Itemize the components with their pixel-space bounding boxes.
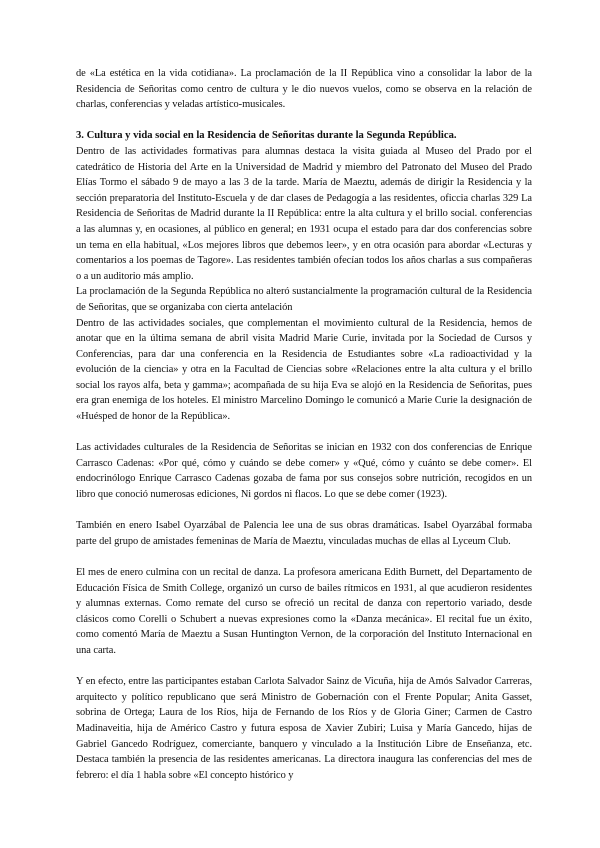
paragraph-gap: [76, 659, 532, 675]
paragraph-gap: [76, 549, 532, 565]
paragraph-oyarzabal: También en enero Isabel Oyarzábal de Palencia lee una de sus obras dramáticas. Isabel Oyarzábal formaba parte del grupo de amistades femeninas de María de Maeztu, vinculadas muchas de ellas al Lyceum Club.: [76, 520, 532, 547]
section-heading: 3. Cultura y vida social en la Residencia de Señoritas durante la Segunda República.: [76, 130, 457, 142]
paragraph-carrasco: Las actividades culturales de la Residencia de Señoritas se inician en 1932 con dos conferencias de Enrique Carrasco Cadenas: «Por qué, cómo y cuándo se debe comer» y «Qué, cómo y cuánto se debe comer». El endocrinólogo Enrique Carrasco Cadenas gozaba de fama por sus consejos sobre nutrición, recogidos en un libro que conoció numerosas ediciones, Ni gordos ni flacos. Lo que se debe comer (1923).: [76, 442, 532, 501]
paragraph-gap: [76, 425, 532, 441]
paragraph-museo-prado: Dentro de las actividades formativas para alumnas destaca la visita guiada al Museo del Prado por el catedrático de Historia del Arte en la Universidad de Madrid y miembro del Patronato del Museo del Prado Elías Tormo el sábado 9 de mayo a las 3 de la tarde. María de Maeztu, además de dirigir la Residencia y la sección preparatoria del Instituto-Escuela y de dar clases de Pedagogía a las residentes, oficcia charlas 329 La Residencia de Señoritas de Madrid durante la II República: entre la alta cultura y el brillo social. conferencias a las alumnas y, en ocasiones, al público en general; en 1931 ocupa el estado para dar dos conferencias sobre un tema en ella habitual, «Los mejores libros que debemos leer», y en otra ocasión para abordar «Lecturas y comentarios a los poemas de Tagore». Las residentes también ofecían todos los años charlas a sus compañeras o a un auditorio más amplio.: [76, 145, 532, 282]
paragraph-participantes: Y en efecto, entre las participantes estaban Carlota Salvador Sainz de Vicuña, hija de Amós Salvador Carreras, arquitecto y político republicano que será Ministro de Gobernación con el Frente Popular; Anita Gasset, sobrina de Ortega; Laura de los Ríos, hija de Fernando de los Ríos y de Gloria Giner; Carmen de Castro Madinaveitia, hija de Américo Castro y futura esposa de Xavier Zubiri; Luisa y María Gancedo, hijas de Gabriel Gancedo Rodríguez, comerciante, banquero y vinculado a la Institución Libre de Enseñanza, etc. Destaca también la presencia de las residentes americanas. La directora inaugura las conferencias del mes de febrero: el día 1 habla sobre «El concepto histórico y: [76, 676, 532, 781]
document-page: [76, 66, 532, 783]
paragraph-gap: [76, 503, 532, 519]
paragraph-danza: El mes de enero culmina con un recital de danza. La profesora americana Edith Burnett, del Departamento de Educación Física de Smith College, organizó un curso de bailes rítmicos en 1931, al que acudieron residentes y alumnas externas. Como remate del curso se ofreció un recital de danza con repertorio variado, desde clásicos como Corelli o Schubert a nuevas expresiones como la «Danza mecánica». El recital fue un éxito, como comentó María de Maeztu a Susan Huntington Vernon, de la corporación del Instituto Internacional en una carta.: [76, 567, 532, 656]
paragraph-gap: [76, 113, 532, 129]
paragraph-intro: de «La estética en la vida cotidiana». La proclamación de la II República vino a consolidar la labor de la Residencia de Señoritas como centro de cultura y le dio nuevos vuelos, como se observa en la relación de charlas, conferencias y veladas artístico-musicales.: [76, 68, 532, 111]
paragraph-proclamacion: La proclamación de la Segunda República no alteró sustancialmente la programación cultural de la Residencia de Señoritas, que se organizaba con cierta antelación: [76, 286, 532, 313]
paragraph-marie-curie: Dentro de las actividades sociales, que complementan el movimiento cultural de la Residencia, hemos de anotar que en la última semana de abril visita Madrid Marie Curie, invitada por la Sociedad de Cursos y Conferencias, para dar una conferencia en la Residencia de Estudiantes sobre «La radioactividad y la evolución de la ciencia» y otra en la Facultad de Ciencias sobre «Relaciones entre la alta cultura y el brillo social los rayos alfa, beta y gamma»; acompañada de su hija Eva se alojó en la Residencia de Señoritas, pues era gran enemiga de los hoteles. El ministro Marcelino Domingo le comunicó a Marie Curie la designación de «Huésped de honor de la República».: [76, 317, 532, 423]
